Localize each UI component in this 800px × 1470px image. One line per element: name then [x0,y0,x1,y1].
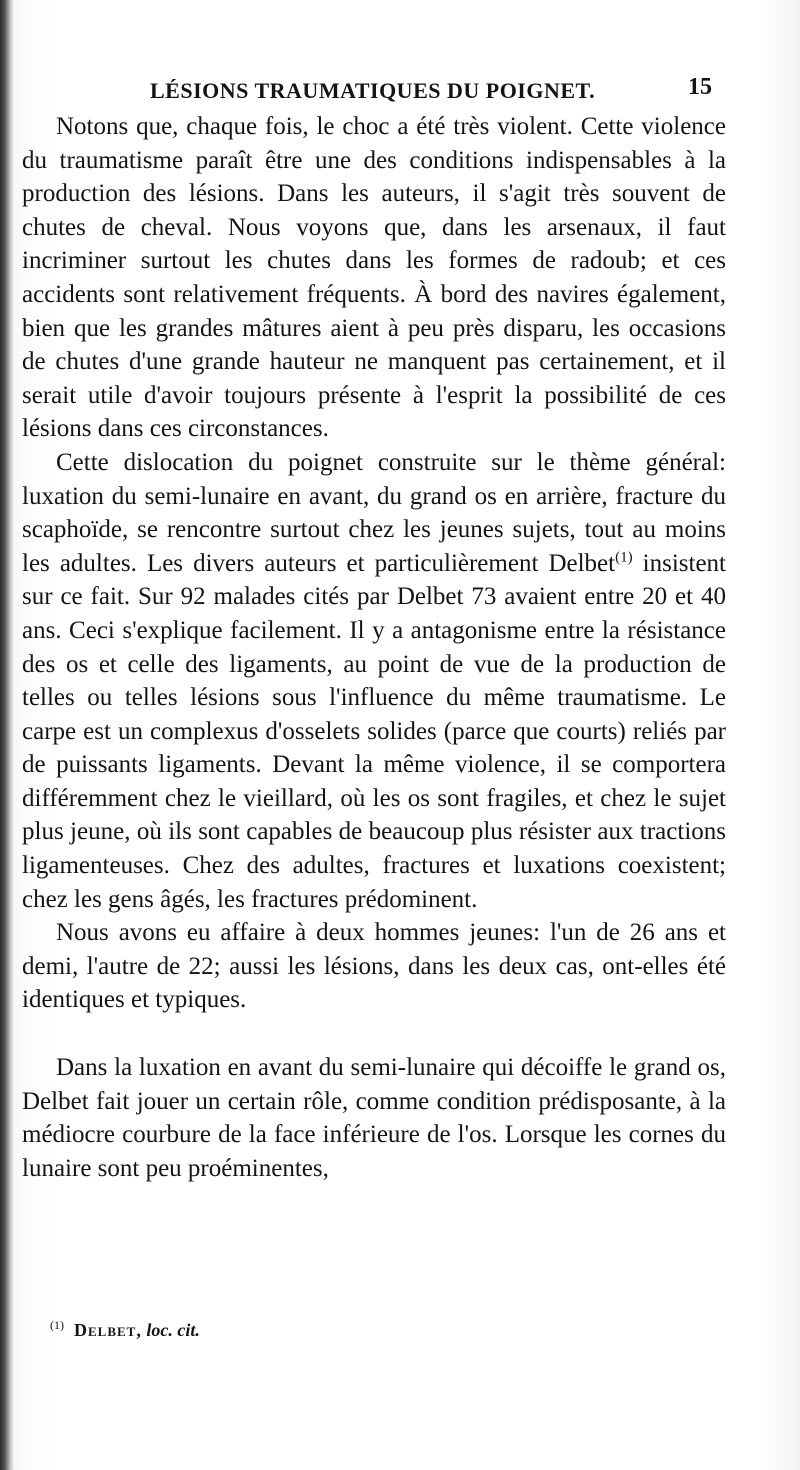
footnote-reference: (1) [615,549,633,566]
paragraph-1: Notons que, chaque fois, le choc a été très violent. Cette violence du traumatisme paraît être une des conditions indispensables à la production des lésions. Dans les auteurs, il s'agit très souvent de chutes de cheval. Nous voyons que, dans les arsenaux, il faut incriminer surtout les chutes dans les formes de radoub; et ces accidents sont relativement fréquents. À bord des navires également, bien que les grandes mâtures aient à peu près disparu, les occasions de chutes d'une grande hauteur ne manquent pas certainement, et il serait utile d'avoir toujours présente à l'esprit la possibilité de ces lésions dans ces circonstances. [22,113,726,443]
page-number: 15 [688,74,712,100]
footnote [50,1318,200,1341]
page-header [0,68,800,108]
paragraph-2-text-b: insistent sur ce fait. Sur 92 malades cités par Delbet 73 avaient entre 20 et 40 ans. Ceci s'explique facilement. Il y a antagonisme entre la résistance des os et celle des ligaments, au point de vue de la production de telles ou telles lésions sous l'influence du même traumatisme. Le carpe est un complexus d'osselets solides (parce que courts) reliés par de puissants ligaments. Devant la même violence, il se comportera différemment chez le vieillard, où les os sont fragiles, et chez le sujet plus jeune, où ils sont capables de beaucoup plus résister aux tractions ligamenteuses. Chez des adultes, fractures et luxations coexistent; chez les gens âgés, les fractures prédominent. [22,549,726,913]
footnote-author: Delbet, [74,1320,142,1340]
paragraph-2 [22,446,726,916]
paragraph-3: Nous avons eu affaire à deux hommes jeunes: l'un de 26 ans et demi, l'autre de 22; aussi les lésions, dans les deux cas, ont-elles été identiques et typiques. [22,919,726,1014]
body-text [22,110,726,1185]
running-head: LÉSIONS TRAUMATIQUES DU POIGNET. [150,78,596,103]
paragraph-4: Dans la luxation en avant du semi-lunaire qui décoiffe le grand os, Delbet fait jouer un certain rôle, comme condition prédisposante, à la médiocre courbure de la face inférieure de l'os. Lorsque les cornes du lunaire sont peu proéminentes, [22,1054,726,1182]
footnote-mark: (1) [50,1318,64,1332]
page-gutter-shadow [0,0,14,1470]
footnote-work: loc. cit. [146,1320,200,1340]
paragraph-2-text-a: Cette dislocation du poignet construite sur le thème général: luxation du semi-lunaire en avant, du grand os en arrière, fracture du scaphoïde, se rencontre surtout chez les jeunes sujets, tout au moins les adultes. Les divers auteurs et particulièrement Delbet [22,448,726,577]
